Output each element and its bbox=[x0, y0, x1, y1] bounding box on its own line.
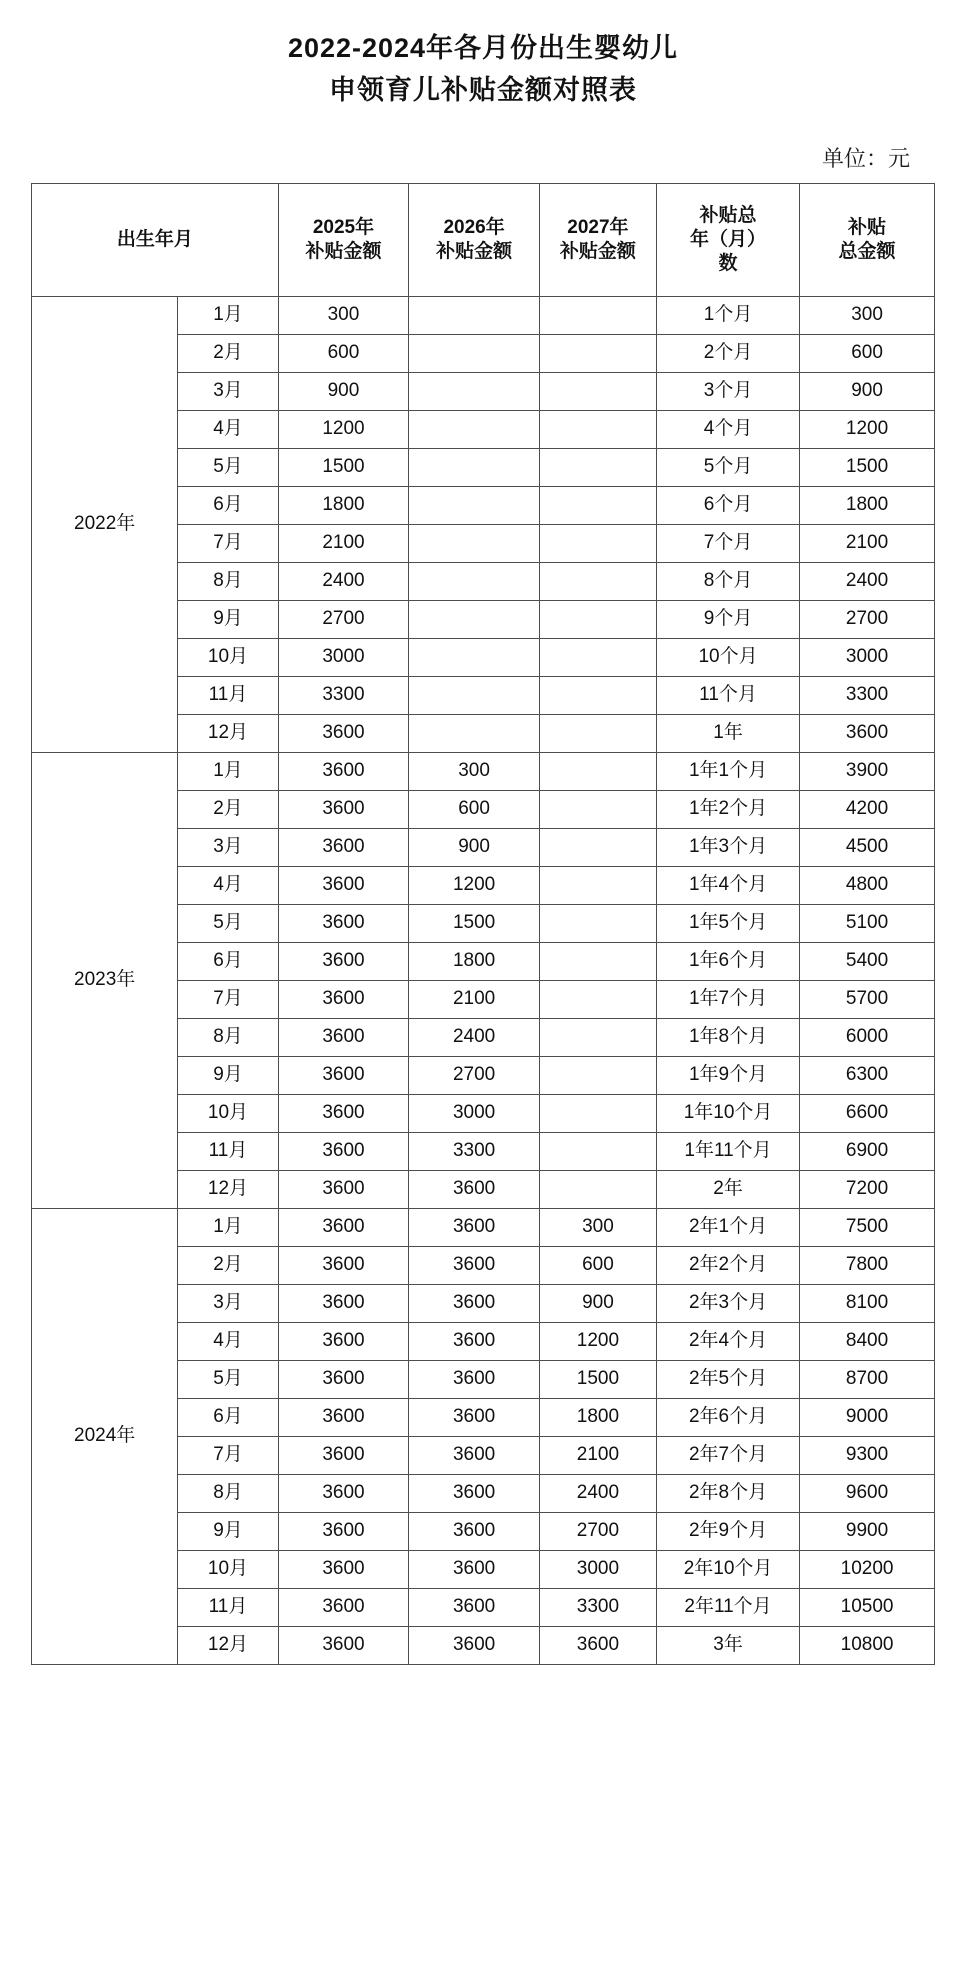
birth-month-cell: 6月 bbox=[178, 1398, 278, 1436]
table-header-row bbox=[32, 183, 935, 296]
table-row bbox=[32, 1208, 935, 1246]
birth-month-cell: 4月 bbox=[178, 410, 278, 448]
amount-2027-cell bbox=[539, 1056, 656, 1094]
amount-2025-cell: 900 bbox=[278, 372, 409, 410]
subsidy-span-cell: 2个月 bbox=[656, 334, 799, 372]
subsidy-span-cell: 1年9个月 bbox=[656, 1056, 799, 1094]
birth-month-cell: 11月 bbox=[178, 1132, 278, 1170]
birth-month-cell: 7月 bbox=[178, 1436, 278, 1474]
amount-2025-cell: 3600 bbox=[278, 1588, 409, 1626]
birth-month-cell: 4月 bbox=[178, 1322, 278, 1360]
subsidy-span-cell: 1个月 bbox=[656, 296, 799, 334]
subsidy-span-cell: 1年4个月 bbox=[656, 866, 799, 904]
birth-month-cell: 12月 bbox=[178, 714, 278, 752]
amount-2026-cell: 600 bbox=[409, 790, 540, 828]
amount-2027-cell bbox=[539, 600, 656, 638]
birth-year-cell: 2023年 bbox=[32, 752, 178, 1208]
amount-2027-cell: 3300 bbox=[539, 1588, 656, 1626]
amount-2026-cell bbox=[409, 600, 540, 638]
total-amount-cell: 2400 bbox=[800, 562, 935, 600]
amount-2027-cell bbox=[539, 562, 656, 600]
amount-2026-cell bbox=[409, 562, 540, 600]
amount-2027-cell bbox=[539, 486, 656, 524]
subsidy-span-cell: 1年 bbox=[656, 714, 799, 752]
amount-2025-cell: 3600 bbox=[278, 1208, 409, 1246]
column-header-2026-line1: 2026年 bbox=[443, 216, 505, 238]
amount-2025-cell: 3600 bbox=[278, 1474, 409, 1512]
amount-2026-cell bbox=[409, 372, 540, 410]
amount-2025-cell: 3600 bbox=[278, 904, 409, 942]
subsidy-span-cell: 1年10个月 bbox=[656, 1094, 799, 1132]
amount-2026-cell bbox=[409, 410, 540, 448]
amount-2027-cell: 1800 bbox=[539, 1398, 656, 1436]
amount-2025-cell: 3600 bbox=[278, 1056, 409, 1094]
amount-2025-cell: 3000 bbox=[278, 638, 409, 676]
birth-month-cell: 12月 bbox=[178, 1626, 278, 1664]
amount-2026-cell: 3300 bbox=[409, 1132, 540, 1170]
amount-2025-cell: 2400 bbox=[278, 562, 409, 600]
subsidy-span-cell: 6个月 bbox=[656, 486, 799, 524]
amount-2025-cell: 3600 bbox=[278, 1018, 409, 1056]
birth-month-cell: 3月 bbox=[178, 372, 278, 410]
birth-month-cell: 11月 bbox=[178, 1588, 278, 1626]
birth-year-cell: 2024年 bbox=[32, 1208, 178, 1664]
subsidy-span-cell: 8个月 bbox=[656, 562, 799, 600]
subsidy-span-cell: 3个月 bbox=[656, 372, 799, 410]
birth-month-cell: 8月 bbox=[178, 562, 278, 600]
amount-2027-cell: 1200 bbox=[539, 1322, 656, 1360]
amount-2026-cell: 300 bbox=[409, 752, 540, 790]
amount-2026-cell bbox=[409, 334, 540, 372]
birth-month-cell: 9月 bbox=[178, 1512, 278, 1550]
amount-2026-cell: 3600 bbox=[409, 1550, 540, 1588]
subsidy-span-cell: 2年9个月 bbox=[656, 1512, 799, 1550]
amount-2026-cell: 3600 bbox=[409, 1588, 540, 1626]
amount-2025-cell: 1200 bbox=[278, 410, 409, 448]
birth-month-cell: 1月 bbox=[178, 752, 278, 790]
amount-2027-cell: 3000 bbox=[539, 1550, 656, 1588]
amount-2026-cell: 3600 bbox=[409, 1398, 540, 1436]
subsidy-span-cell: 1年1个月 bbox=[656, 752, 799, 790]
total-amount-cell: 8100 bbox=[800, 1284, 935, 1322]
amount-2025-cell: 3600 bbox=[278, 980, 409, 1018]
amount-2026-cell: 3600 bbox=[409, 1208, 540, 1246]
amount-2026-cell bbox=[409, 448, 540, 486]
total-amount-cell: 6300 bbox=[800, 1056, 935, 1094]
amount-2025-cell: 3600 bbox=[278, 1132, 409, 1170]
column-header-birth-year-month: 出生年月 bbox=[32, 183, 279, 296]
amount-2026-cell bbox=[409, 296, 540, 334]
birth-month-cell: 10月 bbox=[178, 1550, 278, 1588]
birth-month-cell: 7月 bbox=[178, 980, 278, 1018]
subsidy-span-cell: 9个月 bbox=[656, 600, 799, 638]
total-amount-cell: 10800 bbox=[800, 1626, 935, 1664]
amount-2027-cell: 1500 bbox=[539, 1360, 656, 1398]
amount-2027-cell bbox=[539, 524, 656, 562]
birth-month-cell: 1月 bbox=[178, 1208, 278, 1246]
birth-month-cell: 7月 bbox=[178, 524, 278, 562]
amount-2027-cell bbox=[539, 1018, 656, 1056]
amount-2025-cell: 1500 bbox=[278, 448, 409, 486]
total-amount-cell: 7800 bbox=[800, 1246, 935, 1284]
amount-2026-cell: 3600 bbox=[409, 1170, 540, 1208]
subsidy-span-cell: 2年7个月 bbox=[656, 1436, 799, 1474]
total-amount-cell: 9900 bbox=[800, 1512, 935, 1550]
total-amount-cell: 6600 bbox=[800, 1094, 935, 1132]
total-amount-cell: 6900 bbox=[800, 1132, 935, 1170]
subsidy-span-cell: 2年1个月 bbox=[656, 1208, 799, 1246]
amount-2026-cell: 900 bbox=[409, 828, 540, 866]
total-amount-cell: 4500 bbox=[800, 828, 935, 866]
total-amount-cell: 9600 bbox=[800, 1474, 935, 1512]
column-header-total bbox=[800, 183, 935, 296]
amount-2026-cell: 3600 bbox=[409, 1626, 540, 1664]
total-amount-cell: 1200 bbox=[800, 410, 935, 448]
total-amount-cell: 8400 bbox=[800, 1322, 935, 1360]
subsidy-table bbox=[31, 183, 935, 1665]
birth-year-cell: 2022年 bbox=[32, 296, 178, 752]
column-header-2025-line1: 2025年 bbox=[312, 216, 375, 238]
table-row bbox=[32, 752, 935, 790]
amount-2026-cell bbox=[409, 486, 540, 524]
total-amount-cell: 1800 bbox=[800, 486, 935, 524]
birth-month-cell: 12月 bbox=[178, 1170, 278, 1208]
birth-month-cell: 6月 bbox=[178, 942, 278, 980]
birth-month-cell: 2月 bbox=[178, 790, 278, 828]
subsidy-span-cell: 2年4个月 bbox=[656, 1322, 799, 1360]
amount-2026-cell: 1200 bbox=[409, 866, 540, 904]
amount-2027-cell bbox=[539, 866, 656, 904]
total-amount-cell: 3300 bbox=[800, 676, 935, 714]
amount-2025-cell: 3600 bbox=[278, 828, 409, 866]
subsidy-span-cell: 1年5个月 bbox=[656, 904, 799, 942]
total-amount-cell: 300 bbox=[800, 296, 935, 334]
birth-month-cell: 10月 bbox=[178, 638, 278, 676]
total-amount-cell: 2100 bbox=[800, 524, 935, 562]
subsidy-span-cell: 2年3个月 bbox=[656, 1284, 799, 1322]
amount-2025-cell: 600 bbox=[278, 334, 409, 372]
amount-2025-cell: 3300 bbox=[278, 676, 409, 714]
total-amount-cell: 600 bbox=[800, 334, 935, 372]
total-amount-cell: 9300 bbox=[800, 1436, 935, 1474]
birth-month-cell: 5月 bbox=[178, 904, 278, 942]
amount-2025-cell: 3600 bbox=[278, 1322, 409, 1360]
subsidy-span-cell: 7个月 bbox=[656, 524, 799, 562]
subsidy-span-cell: 1年8个月 bbox=[656, 1018, 799, 1056]
subsidy-span-cell: 2年11个月 bbox=[656, 1588, 799, 1626]
amount-2026-cell: 3000 bbox=[409, 1094, 540, 1132]
subsidy-span-cell: 2年8个月 bbox=[656, 1474, 799, 1512]
amount-2027-cell bbox=[539, 752, 656, 790]
column-header-total-line1: 补贴 bbox=[848, 216, 887, 238]
column-header-2025-line2: 补贴金额 bbox=[305, 240, 382, 262]
column-header-2025 bbox=[278, 183, 409, 296]
total-amount-cell: 5400 bbox=[800, 942, 935, 980]
total-amount-cell: 6000 bbox=[800, 1018, 935, 1056]
amount-2027-cell bbox=[539, 790, 656, 828]
amount-2026-cell: 3600 bbox=[409, 1284, 540, 1322]
amount-2027-cell bbox=[539, 296, 656, 334]
column-header-span-line2: 年（月） bbox=[690, 228, 767, 250]
birth-month-cell: 8月 bbox=[178, 1474, 278, 1512]
amount-2026-cell: 3600 bbox=[409, 1246, 540, 1284]
title-line-1: 2022-2024年各月份出生婴幼儿 bbox=[287, 33, 679, 63]
total-amount-cell: 1500 bbox=[800, 448, 935, 486]
total-amount-cell: 4800 bbox=[800, 866, 935, 904]
total-amount-cell: 7200 bbox=[800, 1170, 935, 1208]
amount-2027-cell: 2100 bbox=[539, 1436, 656, 1474]
amount-2026-cell bbox=[409, 714, 540, 752]
amount-2025-cell: 3600 bbox=[278, 752, 409, 790]
amount-2026-cell: 3600 bbox=[409, 1322, 540, 1360]
total-amount-cell: 5700 bbox=[800, 980, 935, 1018]
subsidy-span-cell: 10个月 bbox=[656, 638, 799, 676]
subsidy-span-cell: 1年6个月 bbox=[656, 942, 799, 980]
amount-2025-cell: 3600 bbox=[278, 790, 409, 828]
birth-month-cell: 4月 bbox=[178, 866, 278, 904]
amount-2025-cell: 2700 bbox=[278, 600, 409, 638]
total-amount-cell: 3000 bbox=[800, 638, 935, 676]
amount-2025-cell: 1800 bbox=[278, 486, 409, 524]
amount-2025-cell: 2100 bbox=[278, 524, 409, 562]
amount-2026-cell: 3600 bbox=[409, 1360, 540, 1398]
amount-2027-cell bbox=[539, 448, 656, 486]
column-header-2026-line2: 补贴金额 bbox=[436, 240, 513, 262]
amount-2026-cell: 1500 bbox=[409, 904, 540, 942]
birth-month-cell: 3月 bbox=[178, 1284, 278, 1322]
amount-2025-cell: 3600 bbox=[278, 1512, 409, 1550]
amount-2027-cell bbox=[539, 1170, 656, 1208]
amount-2026-cell bbox=[409, 638, 540, 676]
amount-2027-cell: 2700 bbox=[539, 1512, 656, 1550]
subsidy-span-cell: 11个月 bbox=[656, 676, 799, 714]
total-amount-cell: 9000 bbox=[800, 1398, 935, 1436]
birth-month-cell: 5月 bbox=[178, 1360, 278, 1398]
subsidy-span-cell: 1年7个月 bbox=[656, 980, 799, 1018]
amount-2027-cell bbox=[539, 638, 656, 676]
amount-2025-cell: 3600 bbox=[278, 1170, 409, 1208]
amount-2025-cell: 3600 bbox=[278, 1550, 409, 1588]
subsidy-span-cell: 2年10个月 bbox=[656, 1550, 799, 1588]
column-header-span-line3: 数 bbox=[718, 252, 738, 274]
total-amount-cell: 2700 bbox=[800, 600, 935, 638]
amount-2027-cell: 300 bbox=[539, 1208, 656, 1246]
amount-2026-cell: 2400 bbox=[409, 1018, 540, 1056]
page-title bbox=[22, 28, 944, 112]
column-header-2027-line1: 2027年 bbox=[567, 216, 629, 238]
birth-month-cell: 9月 bbox=[178, 1056, 278, 1094]
birth-month-cell: 2月 bbox=[178, 334, 278, 372]
amount-2025-cell: 3600 bbox=[278, 1398, 409, 1436]
amount-2027-cell bbox=[539, 942, 656, 980]
amount-2026-cell: 3600 bbox=[409, 1512, 540, 1550]
amount-2027-cell bbox=[539, 410, 656, 448]
column-header-span-line1: 补贴总 bbox=[699, 205, 757, 227]
amount-2027-cell bbox=[539, 372, 656, 410]
amount-2027-cell: 900 bbox=[539, 1284, 656, 1322]
total-amount-cell: 10500 bbox=[800, 1588, 935, 1626]
subsidy-span-cell: 1年11个月 bbox=[656, 1132, 799, 1170]
amount-2025-cell: 3600 bbox=[278, 866, 409, 904]
subsidy-span-cell: 5个月 bbox=[656, 448, 799, 486]
birth-month-cell: 5月 bbox=[178, 448, 278, 486]
total-amount-cell: 3600 bbox=[800, 714, 935, 752]
subsidy-span-cell: 2年6个月 bbox=[656, 1398, 799, 1436]
amount-2025-cell: 3600 bbox=[278, 942, 409, 980]
amount-2025-cell: 3600 bbox=[278, 1284, 409, 1322]
amount-2026-cell bbox=[409, 676, 540, 714]
column-header-2027-line2: 补贴金额 bbox=[559, 240, 636, 262]
subsidy-span-cell: 3年 bbox=[656, 1626, 799, 1664]
column-header-2026 bbox=[409, 183, 540, 296]
amount-2027-cell: 600 bbox=[539, 1246, 656, 1284]
amount-2025-cell: 3600 bbox=[278, 1436, 409, 1474]
total-amount-cell: 5100 bbox=[800, 904, 935, 942]
column-header-total-line2: 总金额 bbox=[838, 240, 896, 262]
total-amount-cell: 3900 bbox=[800, 752, 935, 790]
total-amount-cell: 4200 bbox=[800, 790, 935, 828]
amount-2027-cell: 3600 bbox=[539, 1626, 656, 1664]
subsidy-span-cell: 1年3个月 bbox=[656, 828, 799, 866]
amount-2026-cell: 3600 bbox=[409, 1436, 540, 1474]
amount-2027-cell bbox=[539, 1132, 656, 1170]
amount-2025-cell: 3600 bbox=[278, 1094, 409, 1132]
amount-2026-cell: 3600 bbox=[409, 1474, 540, 1512]
birth-month-cell: 1月 bbox=[178, 296, 278, 334]
subsidy-span-cell: 1年2个月 bbox=[656, 790, 799, 828]
amount-2026-cell: 2700 bbox=[409, 1056, 540, 1094]
total-amount-cell: 900 bbox=[800, 372, 935, 410]
amount-2027-cell bbox=[539, 828, 656, 866]
amount-2027-cell bbox=[539, 334, 656, 372]
total-amount-cell: 8700 bbox=[800, 1360, 935, 1398]
amount-2026-cell: 2100 bbox=[409, 980, 540, 1018]
title-line-2: 申领育儿补贴金额对照表 bbox=[329, 74, 637, 105]
birth-month-cell: 9月 bbox=[178, 600, 278, 638]
amount-2025-cell: 300 bbox=[278, 296, 409, 334]
amount-2027-cell bbox=[539, 676, 656, 714]
amount-2025-cell: 3600 bbox=[278, 1626, 409, 1664]
amount-2027-cell bbox=[539, 1094, 656, 1132]
amount-2027-cell bbox=[539, 714, 656, 752]
subsidy-span-cell: 4个月 bbox=[656, 410, 799, 448]
birth-month-cell: 3月 bbox=[178, 828, 278, 866]
amount-2027-cell bbox=[539, 980, 656, 1018]
birth-month-cell: 11月 bbox=[178, 676, 278, 714]
table-body bbox=[32, 296, 935, 1664]
subsidy-span-cell: 2年2个月 bbox=[656, 1246, 799, 1284]
amount-2026-cell: 1800 bbox=[409, 942, 540, 980]
total-amount-cell: 10200 bbox=[800, 1550, 935, 1588]
subsidy-span-cell: 2年 bbox=[656, 1170, 799, 1208]
amount-2025-cell: 3600 bbox=[278, 714, 409, 752]
total-amount-cell: 7500 bbox=[800, 1208, 935, 1246]
amount-2025-cell: 3600 bbox=[278, 1246, 409, 1284]
column-header-span bbox=[656, 183, 799, 296]
birth-month-cell: 2月 bbox=[178, 1246, 278, 1284]
birth-month-cell: 6月 bbox=[178, 486, 278, 524]
column-header-2027 bbox=[539, 183, 656, 296]
amount-2026-cell bbox=[409, 524, 540, 562]
amount-2027-cell: 2400 bbox=[539, 1474, 656, 1512]
unit-note: 单位：元 bbox=[821, 145, 910, 171]
table-header bbox=[32, 183, 935, 296]
birth-month-cell: 10月 bbox=[178, 1094, 278, 1132]
amount-2027-cell bbox=[539, 904, 656, 942]
subsidy-span-cell: 2年5个月 bbox=[656, 1360, 799, 1398]
table-row bbox=[32, 296, 935, 334]
amount-2025-cell: 3600 bbox=[278, 1360, 409, 1398]
birth-month-cell: 8月 bbox=[178, 1018, 278, 1056]
